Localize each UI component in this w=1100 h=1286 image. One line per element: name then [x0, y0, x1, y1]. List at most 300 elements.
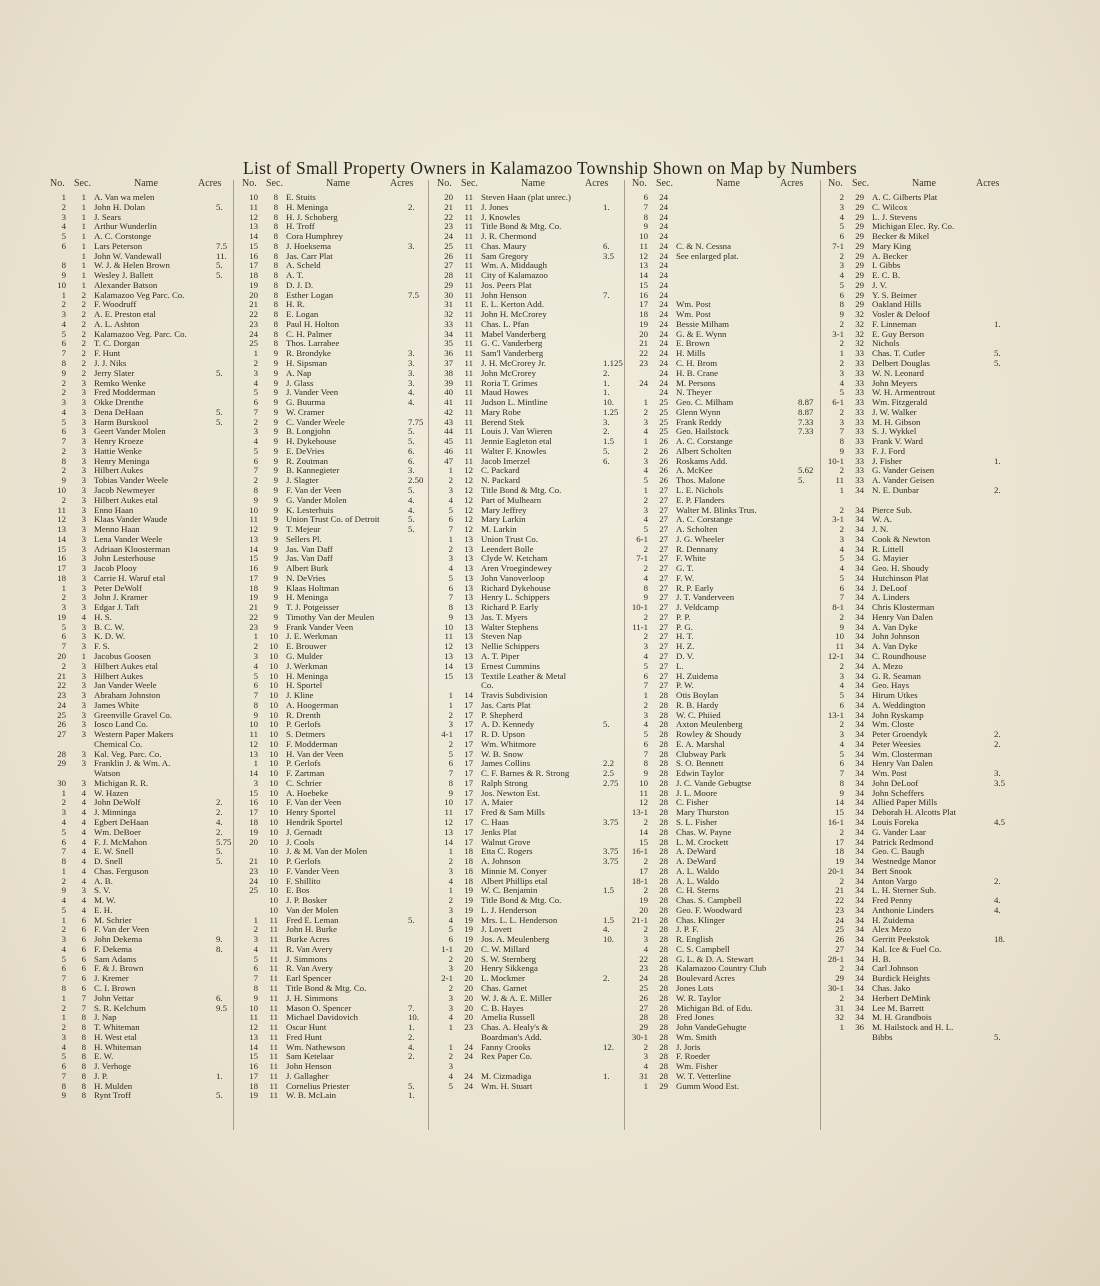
section-number: 9 [273, 398, 278, 408]
acres-value: 5. [408, 427, 415, 437]
acres-value: 2. [216, 798, 223, 808]
owner-number: 11-1 [632, 622, 648, 632]
owner-number: 39 [444, 378, 453, 388]
owner-row [240, 847, 445, 857]
owner-row [435, 457, 640, 467]
section-number: 4 [81, 905, 86, 915]
section-number: 10 [269, 661, 278, 671]
owner-row [240, 437, 445, 447]
owner-name: J. Knowles [481, 212, 521, 222]
owner-number: 2 [839, 827, 844, 837]
owner-number: 3 [643, 417, 648, 427]
owner-name: Mary Larkin [481, 515, 526, 525]
owner-number: 21 [249, 300, 258, 310]
owner-name: Sam'l Vanderberg [481, 349, 544, 359]
section-number: 34 [855, 866, 864, 876]
owner-row [240, 535, 445, 545]
section-number: 12 [464, 485, 473, 495]
section-number: 1 [81, 222, 86, 232]
owner-name: Henry Kroeze [94, 437, 144, 447]
owner-row [435, 994, 640, 1004]
owner-row [435, 437, 640, 447]
acres-value: 12. [603, 1042, 614, 1052]
owner-number: 3 [839, 417, 844, 427]
owner-number: 3 [448, 1062, 453, 1072]
owner-name: H. T. [676, 632, 694, 642]
owner-name: Minnie M. Conyer [481, 866, 547, 876]
owner-row [240, 945, 445, 955]
owner-name: Jacob Plooy [94, 564, 137, 574]
owner-number: 30-1 [827, 984, 844, 994]
section-number: 10 [269, 671, 278, 681]
owner-row [435, 466, 640, 476]
owner-row [826, 652, 1031, 662]
section-number: 3 [81, 476, 86, 486]
acres-value: 7.33 [798, 427, 814, 437]
section-number: 17 [464, 700, 473, 710]
owner-name: J. Kremer [94, 974, 129, 984]
owner-name: Wm. Whitmore [481, 739, 537, 749]
owner-number: 6 [448, 515, 453, 525]
owner-name: Wm. Fisher [676, 1062, 718, 1072]
section-number: 19 [464, 915, 473, 925]
owner-row [630, 339, 835, 349]
owner-number: 31 [444, 300, 453, 310]
owner-name: Bessie Milham [676, 319, 730, 329]
owner-number: 25 [57, 710, 66, 720]
owner-name: A. E. Preston etal [94, 310, 156, 320]
owner-name: J. Veldcamp [676, 603, 719, 613]
section-number: 11 [269, 944, 278, 954]
owner-row [826, 984, 1031, 994]
owner-row [435, 613, 640, 623]
owner-row [435, 808, 640, 818]
owner-number: 21 [835, 886, 844, 896]
section-number: 13 [464, 544, 473, 554]
owner-number: 20 [639, 905, 648, 915]
owner-number: 6 [253, 681, 258, 691]
acres-value: 3.75 [603, 847, 619, 857]
acres-value: 3.5 [603, 251, 614, 261]
section-number: 27 [659, 554, 668, 564]
owner-name: Franklin J. & Wm. A. [94, 759, 171, 769]
owner-name: Glenn Wynn [676, 407, 721, 417]
section-number: 13 [464, 632, 473, 642]
owner-name: J. Kline [286, 691, 314, 701]
owner-number: 12 [444, 642, 453, 652]
owner-row [240, 408, 445, 418]
owner-number: 2 [839, 466, 844, 476]
owner-row [48, 662, 253, 672]
owner-number: 3 [839, 730, 844, 740]
section-number: 23 [464, 1023, 473, 1033]
acres-value: 4. [603, 925, 610, 935]
section-number: 11 [269, 964, 278, 974]
owner-number: 5 [61, 329, 66, 339]
section-number: 17 [464, 759, 473, 769]
owner-name: A. Mezo [872, 661, 903, 671]
owner-name: J. J. Niks [94, 359, 127, 369]
owner-number: 3 [61, 398, 66, 408]
section-number: 28 [659, 1052, 668, 1062]
owner-number: 9 [839, 622, 844, 632]
owner-number: 23 [639, 359, 648, 369]
owner-number: 15 [249, 1052, 258, 1062]
acres-value: 4. [408, 388, 415, 398]
section-number: 32 [855, 329, 864, 339]
owner-row [826, 906, 1031, 916]
owner-number: 9 [839, 310, 844, 320]
owner-number: 2 [643, 925, 648, 935]
owner-row [240, 545, 445, 555]
owner-row [630, 261, 835, 271]
section-number: 11 [269, 1071, 278, 1081]
owner-row [630, 427, 835, 437]
owner-row [630, 691, 835, 701]
owner-number: 3 [643, 935, 648, 945]
owner-number: 8 [61, 261, 66, 271]
section-number: 8 [273, 310, 278, 320]
owner-row [240, 554, 445, 564]
owner-name: Walter M. Blinks Trus. [676, 505, 757, 515]
section-number: 28 [659, 993, 668, 1003]
section-number: 18 [464, 876, 473, 886]
acres-value: 9.5 [216, 1003, 227, 1013]
owner-number: 4 [253, 661, 258, 671]
owner-number: 1 [643, 437, 648, 447]
owner-row [435, 672, 640, 682]
section-number: 8 [273, 251, 278, 261]
acres-value: 2. [994, 485, 1001, 495]
owner-row [48, 447, 253, 457]
owner-number: 2 [839, 505, 844, 515]
section-number: 3 [81, 632, 86, 642]
acres-value: 4. [216, 818, 223, 827]
acres-value: 4. [408, 1042, 415, 1052]
owner-number: 3 [839, 261, 844, 271]
owner-number: 11 [249, 1013, 258, 1023]
owner-name: Mary King [872, 241, 911, 251]
section-number: 34 [855, 798, 864, 808]
owner-name: N. Packard [481, 476, 521, 486]
owner-number: 6-1 [636, 534, 648, 544]
owner-name: T. Whiteman [94, 1023, 140, 1033]
owner-name: Fred & Sam Mills [481, 808, 545, 818]
owner-name: Union Trust Co. of Detroit [286, 515, 380, 525]
section-number: 24 [659, 280, 668, 290]
section-number: 11 [464, 310, 473, 320]
owner-name: Wm. Closterman [872, 749, 933, 759]
owner-row [48, 369, 253, 379]
section-number: 34 [855, 485, 864, 495]
header-sec: Sec. [461, 178, 478, 189]
owner-name: E. W. Snell [94, 847, 134, 857]
owner-number: 4 [643, 515, 648, 525]
owner-name: Jas. T. Myers [481, 612, 528, 622]
owner-number: 15 [249, 788, 258, 798]
owner-row [826, 935, 1031, 945]
owner-row [48, 935, 253, 945]
owner-row [240, 515, 445, 525]
owner-name: Egbert DeHaan [94, 818, 149, 827]
acres-value: 6. [603, 241, 610, 251]
section-number: 11 [464, 359, 473, 369]
owner-name: Bert Snook [872, 866, 912, 876]
owner-row [630, 271, 835, 281]
section-number: 11 [464, 300, 473, 310]
owner-row [826, 964, 1031, 974]
section-number: 19 [464, 896, 473, 906]
section-number: 33 [855, 368, 864, 378]
section-number: 8 [273, 212, 278, 222]
owner-name: Geo. C. Milham [676, 398, 734, 408]
owner-row [435, 398, 640, 408]
owner-number: 7-1 [832, 241, 844, 251]
section-number: 28 [659, 1042, 668, 1052]
owner-row [48, 906, 253, 916]
owner-number: 5 [253, 446, 258, 456]
owner-row [826, 584, 1031, 594]
owner-name: Henry Van Dalen [872, 759, 933, 769]
header-acres: Acres [976, 178, 1000, 189]
owner-name: Louis J. Van Wieren [481, 427, 553, 437]
acres-value: 7. [603, 290, 610, 300]
owner-name: G. R. Seaman [872, 671, 921, 681]
owner-number: 4 [839, 739, 844, 749]
owner-number: 18 [249, 1081, 258, 1091]
section-number: 4 [81, 847, 86, 857]
owner-row [48, 691, 253, 701]
section-number: 8 [273, 271, 278, 281]
owner-name: Steven Haan (plat unrec.) [481, 193, 571, 202]
section-number: 3 [81, 505, 86, 515]
owner-name: Aren Vroegindewey [481, 564, 552, 574]
owner-name: John DeWolf [94, 798, 141, 808]
owner-row [48, 818, 253, 828]
acres-value: 1.5 [603, 915, 614, 925]
section-number: 24 [659, 232, 668, 242]
owner-number: 1 [61, 290, 66, 300]
owner-row [435, 476, 640, 486]
owner-row [240, 652, 445, 662]
owner-name: M. Persons [676, 378, 716, 388]
owner-name: Henry Meninga [94, 456, 150, 466]
owner-name: See enlarged plat. [676, 251, 739, 261]
owner-row [826, 798, 1031, 808]
header-name: Name [134, 178, 158, 189]
owner-name: Berend Stek [481, 417, 525, 427]
owner-number: 26 [57, 720, 66, 730]
section-number: 27 [659, 612, 668, 622]
owner-name: N. E. Dunbar [872, 485, 919, 495]
section-number: 29 [855, 251, 864, 261]
section-number: 19 [464, 935, 473, 945]
owner-name: H. Meninga [286, 593, 329, 603]
section-number: 28 [659, 808, 668, 818]
owner-number: 24 [249, 329, 258, 339]
owner-row [630, 711, 835, 721]
owner-row [826, 593, 1031, 603]
owner-number: 2 [448, 476, 453, 486]
owner-name: J. DeLoof [872, 583, 908, 593]
owner-name: Mabel Vanderberg [481, 329, 546, 339]
owner-row [435, 1052, 640, 1062]
acres-value: 2. [408, 1032, 415, 1042]
owner-name: J. E. Werkman [286, 632, 338, 642]
owner-row [240, 300, 445, 310]
owner-name: E. P. Flanders [676, 495, 725, 505]
acres-value: 3. [408, 378, 415, 388]
owner-row [240, 906, 445, 916]
owner-name: R. Zoutman [286, 456, 329, 466]
owner-name: Klaas Vander Waude [94, 515, 168, 525]
owner-number: 8 [839, 437, 844, 447]
owner-number: 2 [643, 544, 648, 554]
owner-row [48, 252, 253, 262]
owner-row [630, 398, 835, 408]
owner-row [435, 359, 640, 369]
owner-name: Nellie Schippers [481, 642, 540, 652]
header-sec: Sec. [852, 178, 869, 189]
owner-name: Hattie Wenke [94, 446, 142, 456]
section-number: 17 [464, 827, 473, 837]
owner-number: 25 [444, 241, 453, 251]
section-number: 13 [464, 642, 473, 652]
owner-row [826, 779, 1031, 789]
owner-number: 36 [444, 349, 453, 359]
owner-name: Wm. Post [872, 769, 907, 779]
section-number: 24 [659, 339, 668, 349]
owner-number: 1 [643, 398, 648, 408]
owner-name: Wm. Smith [676, 1032, 717, 1042]
owner-number: 18 [57, 573, 66, 583]
owner-row [826, 379, 1031, 389]
owner-row [435, 203, 640, 213]
owner-row [630, 672, 835, 682]
acres-value: 5.75 [216, 837, 232, 847]
owner-number: 29 [835, 974, 844, 984]
owner-number: 6 [448, 583, 453, 593]
owner-row [240, 359, 445, 369]
owner-row [435, 857, 640, 867]
owner-number: 1 [61, 583, 66, 593]
owner-row [435, 838, 640, 848]
owner-number: 27 [835, 944, 844, 954]
owner-row [630, 720, 835, 730]
owner-number: 20 [639, 329, 648, 339]
owner-row [48, 300, 253, 310]
section-number: 28 [659, 749, 668, 759]
owner-name: R. Dennany [676, 544, 719, 554]
owner-name: A. Linders [872, 593, 910, 603]
owner-row [240, 701, 445, 711]
owner-name: B. C. W. [94, 622, 125, 632]
owner-number: 26 [444, 251, 453, 261]
owner-number: 2 [253, 359, 258, 369]
owner-row [630, 867, 835, 877]
owner-name: Roria T. Grimes [481, 378, 538, 388]
owner-row [630, 838, 835, 848]
section-number: 10 [269, 847, 278, 857]
acres-value: 7.75 [408, 417, 424, 427]
section-number: 10 [269, 632, 278, 642]
acres-value: 7.5 [216, 241, 227, 251]
section-number: 20 [464, 1003, 473, 1013]
owner-number: 10 [57, 280, 66, 290]
owner-name: Peter Groendyk [872, 730, 928, 740]
owner-row [48, 291, 253, 301]
section-number: 10 [269, 651, 278, 661]
owner-name: H. B. Crane [676, 368, 719, 378]
owner-row [240, 388, 445, 398]
owner-number: 17 [249, 1071, 258, 1081]
section-number: 2 [81, 349, 86, 359]
section-number: 3 [81, 730, 86, 740]
owner-number: 29 [57, 759, 66, 769]
section-number: 27 [659, 564, 668, 574]
owner-number: 1 [448, 691, 453, 701]
owner-row [826, 261, 1031, 271]
owner-row [48, 222, 253, 232]
owner-name: D. Snell [94, 857, 123, 867]
owner-name: F. White [676, 554, 706, 564]
owner-number: 8-1 [832, 603, 844, 613]
owner-name: Chas. Garnet [481, 984, 527, 994]
section-number: 28 [659, 974, 668, 984]
owner-name: L. M. Crockett [676, 837, 729, 847]
section-number: 28 [659, 964, 668, 974]
owner-name: L. H. Sterner Sub. [872, 886, 937, 896]
owner-name: Kalamazoo Veg. Parc. Co. [94, 329, 187, 339]
owner-number: 2 [643, 886, 648, 896]
owner-number: 2 [61, 593, 66, 603]
owner-row [435, 945, 640, 955]
owner-name: E. H. [94, 905, 113, 915]
owner-row [240, 613, 445, 623]
section-number: 6 [81, 984, 86, 994]
section-number: 27 [659, 534, 668, 544]
section-number: 12 [464, 525, 473, 535]
owner-number: 7 [643, 749, 648, 759]
owner-name: R. Van Avery [286, 944, 333, 954]
owner-name: J. & M. Van der Molen [286, 847, 368, 857]
section-number: 33 [855, 407, 864, 417]
owner-row [48, 769, 253, 779]
owner-number: 13 [444, 651, 453, 661]
owner-name: L. J. Henderson [481, 905, 537, 915]
owner-row [240, 974, 445, 984]
owner-row [48, 867, 253, 877]
owner-name: W. J. & Helen Brown [94, 261, 170, 271]
owner-row [48, 320, 253, 330]
owner-number: 2 [839, 612, 844, 622]
section-number: 25 [659, 398, 668, 408]
owner-row [435, 691, 640, 701]
section-number: 34 [855, 749, 864, 759]
owner-number: 3 [448, 993, 453, 1003]
section-number: 11 [464, 378, 473, 388]
owner-name: Maud Howes [481, 388, 529, 398]
section-number: 28 [659, 710, 668, 720]
section-number: 11 [269, 1032, 278, 1042]
owner-row [240, 496, 445, 506]
section-number: 4 [81, 798, 86, 808]
owner-row [240, 1004, 445, 1014]
section-number: 10 [269, 886, 278, 896]
owner-name: P. Shepherd [481, 710, 523, 720]
owner-name: J. Verhoge [94, 1062, 131, 1072]
owner-row [435, 1013, 640, 1023]
